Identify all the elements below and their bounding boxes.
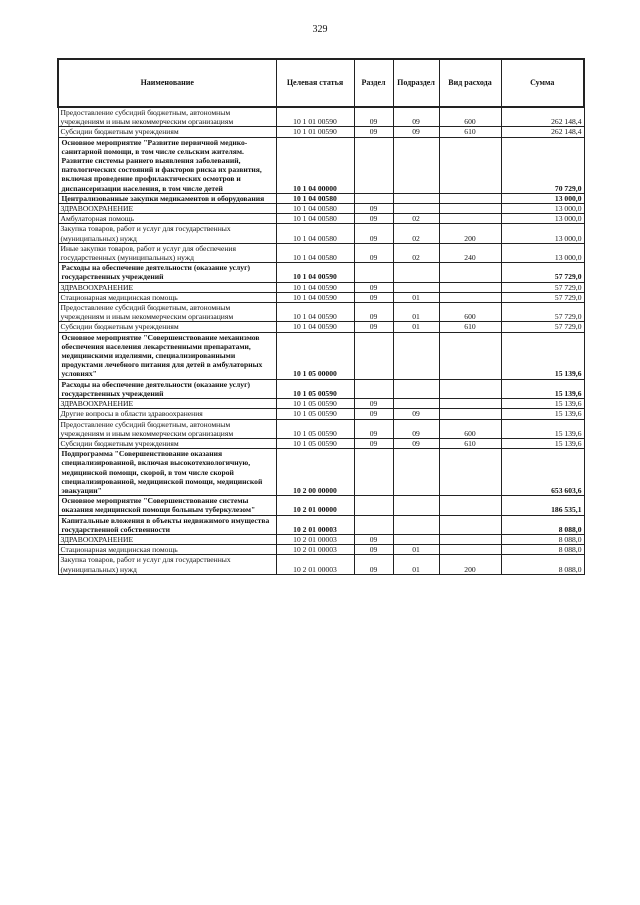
row-target-cell: 10 1 04 00590 xyxy=(276,322,354,332)
row-name-cell: Стационарная медицинская помощь xyxy=(58,545,276,555)
row-amount-cell: 15 139,6 xyxy=(501,419,584,438)
row-expense-type-cell: 200 xyxy=(439,224,501,243)
header-amount: Сумма xyxy=(501,59,584,107)
row-section-cell xyxy=(354,449,393,496)
row-section-cell xyxy=(354,137,393,193)
row-name-cell: Расходы на обеспечение деятельности (оказание услуг) государственных учреждений xyxy=(58,379,276,398)
row-target-cell: 10 2 01 00000 xyxy=(276,496,354,515)
header-section: Раздел xyxy=(354,59,393,107)
row-amount-cell: 57 729,0 xyxy=(501,282,584,292)
table-row xyxy=(58,137,584,193)
row-expense-type-cell xyxy=(439,534,501,544)
row-amount-cell: 13 000,0 xyxy=(501,204,584,214)
row-amount-cell: 653 603,6 xyxy=(501,449,584,496)
row-amount-cell: 15 139,6 xyxy=(501,438,584,448)
row-expense-type-cell xyxy=(439,449,501,496)
header-subsection: Подраздел xyxy=(393,59,439,107)
table-row xyxy=(58,224,584,243)
row-name-cell: Предоставление субсидий бюджетным, автономным учреждениям и иным некоммерческим организациям xyxy=(58,303,276,322)
row-expense-type-cell: 200 xyxy=(439,555,501,574)
row-amount-cell: 13 000,0 xyxy=(501,214,584,224)
page-number: 329 xyxy=(312,24,328,35)
row-amount-cell: 8 088,0 xyxy=(501,545,584,555)
row-expense-type-cell xyxy=(439,409,501,419)
row-subsection-cell xyxy=(393,204,439,214)
row-target-cell: 10 1 04 00580 xyxy=(276,243,354,262)
row-subsection-cell xyxy=(393,399,439,409)
row-section-cell xyxy=(354,379,393,398)
row-section-cell xyxy=(354,496,393,515)
row-name-cell: Основное мероприятие "Совершенствование механизмов обеспечения населения лекарственными препаратами, медицинскими изделиями, специализированными продуктами лечебного питания для детей в амбулаторных условиях" xyxy=(58,332,276,379)
row-amount-cell: 8 088,0 xyxy=(501,555,584,574)
row-name-cell: Закупка товаров, работ и услуг для государственных (муниципальных) нужд xyxy=(58,224,276,243)
row-name-cell: Субсидии бюджетным учреждениям xyxy=(58,127,276,137)
row-section-cell: 09 xyxy=(354,534,393,544)
row-target-cell: 10 2 01 00003 xyxy=(276,555,354,574)
header-name: Наименование xyxy=(58,59,276,107)
row-amount-cell: 262 148,4 xyxy=(501,107,584,127)
table-row xyxy=(58,322,584,332)
row-target-cell: 10 1 04 00580 xyxy=(276,204,354,214)
row-expense-type-cell xyxy=(439,496,501,515)
row-section-cell xyxy=(354,263,393,282)
table-row xyxy=(58,379,584,398)
row-name-cell: Расходы на обеспечение деятельности (оказание услуг) государственных учреждений xyxy=(58,263,276,282)
table-row xyxy=(58,534,584,544)
row-subsection-cell: 01 xyxy=(393,292,439,302)
row-subsection-cell xyxy=(393,496,439,515)
row-subsection-cell: 01 xyxy=(393,545,439,555)
row-section-cell: 09 xyxy=(354,438,393,448)
row-target-cell: 10 1 04 00580 xyxy=(276,224,354,243)
row-expense-type-cell xyxy=(439,545,501,555)
row-name-cell: ЗДРАВООХРАНЕНИЕ xyxy=(58,282,276,292)
row-section-cell: 09 xyxy=(354,224,393,243)
row-subsection-cell xyxy=(393,193,439,203)
row-target-cell: 10 1 04 00580 xyxy=(276,214,354,224)
table-header xyxy=(58,59,584,107)
table-row xyxy=(58,399,584,409)
row-name-cell: Субсидии бюджетным учреждениям xyxy=(58,438,276,448)
row-section-cell: 09 xyxy=(354,243,393,262)
row-section-cell xyxy=(354,193,393,203)
row-section-cell: 09 xyxy=(354,555,393,574)
row-expense-type-cell xyxy=(439,282,501,292)
row-expense-type-cell xyxy=(439,193,501,203)
row-subsection-cell: 09 xyxy=(393,409,439,419)
table-row xyxy=(58,419,584,438)
row-amount-cell: 70 729,0 xyxy=(501,137,584,193)
row-subsection-cell xyxy=(393,263,439,282)
table-row xyxy=(58,193,584,203)
row-section-cell: 09 xyxy=(354,292,393,302)
row-subsection-cell: 09 xyxy=(393,107,439,127)
row-section-cell: 09 xyxy=(354,204,393,214)
row-section-cell: 09 xyxy=(354,545,393,555)
table-row xyxy=(58,127,584,137)
row-subsection-cell: 09 xyxy=(393,127,439,137)
table-row xyxy=(58,282,584,292)
row-target-cell: 10 1 04 00580 xyxy=(276,193,354,203)
row-section-cell: 09 xyxy=(354,322,393,332)
table-row xyxy=(58,263,584,282)
row-subsection-cell: 02 xyxy=(393,224,439,243)
row-target-cell: 10 1 01 00590 xyxy=(276,127,354,137)
row-name-cell: Централизованные закупки медикаментов и оборудования xyxy=(58,193,276,203)
row-section-cell xyxy=(354,515,393,534)
row-name-cell: Стационарная медицинская помощь xyxy=(58,292,276,302)
row-subsection-cell: 02 xyxy=(393,214,439,224)
row-target-cell: 10 2 01 00003 xyxy=(276,545,354,555)
row-name-cell: ЗДРАВООХРАНЕНИЕ xyxy=(58,534,276,544)
table-row xyxy=(58,214,584,224)
row-amount-cell: 262 148,4 xyxy=(501,127,584,137)
row-section-cell: 09 xyxy=(354,399,393,409)
row-expense-type-cell xyxy=(439,214,501,224)
row-amount-cell: 57 729,0 xyxy=(501,322,584,332)
table-row xyxy=(58,555,584,574)
row-subsection-cell xyxy=(393,282,439,292)
row-expense-type-cell: 610 xyxy=(439,322,501,332)
row-target-cell: 10 1 05 00000 xyxy=(276,332,354,379)
row-section-cell: 09 xyxy=(354,303,393,322)
row-amount-cell: 13 000,0 xyxy=(501,224,584,243)
table-row xyxy=(58,332,584,379)
row-subsection-cell xyxy=(393,449,439,496)
row-subsection-cell: 09 xyxy=(393,438,439,448)
row-expense-type-cell: 610 xyxy=(439,438,501,448)
row-expense-type-cell: 610 xyxy=(439,127,501,137)
row-expense-type-cell xyxy=(439,263,501,282)
row-amount-cell: 15 139,6 xyxy=(501,332,584,379)
row-target-cell: 10 1 05 00590 xyxy=(276,438,354,448)
row-target-cell: 10 1 04 00590 xyxy=(276,303,354,322)
row-amount-cell: 8 088,0 xyxy=(501,515,584,534)
row-subsection-cell xyxy=(393,515,439,534)
row-expense-type-cell xyxy=(439,332,501,379)
row-target-cell: 10 1 05 00590 xyxy=(276,419,354,438)
row-name-cell: Основное мероприятие "Развитие первичной медико-санитарной помощи, в том числе сельским жителям. Развитие системы раннего выявления заболеваний, патологических состояний и факторов риска их развития, включая проведение профилактических осмотров и диспансеризации населения, в том числе детей xyxy=(58,137,276,193)
row-name-cell: Другие вопросы в области здравоохранения xyxy=(58,409,276,419)
table-row xyxy=(58,292,584,302)
row-amount-cell: 57 729,0 xyxy=(501,292,584,302)
row-name-cell: ЗДРАВООХРАНЕНИЕ xyxy=(58,204,276,214)
table-row xyxy=(58,515,584,534)
row-subsection-cell: 09 xyxy=(393,419,439,438)
row-target-cell: 10 1 04 00590 xyxy=(276,263,354,282)
table-row xyxy=(58,438,584,448)
row-target-cell: 10 1 04 00590 xyxy=(276,282,354,292)
row-target-cell: 10 1 01 00590 xyxy=(276,107,354,127)
row-section-cell xyxy=(354,332,393,379)
row-expense-type-cell xyxy=(439,204,501,214)
header-target: Целевая статья xyxy=(276,59,354,107)
row-expense-type-cell: 600 xyxy=(439,303,501,322)
row-name-cell: Субсидии бюджетным учреждениям xyxy=(58,322,276,332)
table-row xyxy=(58,303,584,322)
table-row xyxy=(58,449,584,496)
row-amount-cell: 57 729,0 xyxy=(501,303,584,322)
row-amount-cell: 15 139,6 xyxy=(501,379,584,398)
row-expense-type-cell xyxy=(439,379,501,398)
row-target-cell: 10 1 05 00590 xyxy=(276,399,354,409)
table-body xyxy=(58,107,584,574)
table-row xyxy=(58,545,584,555)
row-expense-type-cell xyxy=(439,137,501,193)
row-section-cell: 09 xyxy=(354,214,393,224)
row-expense-type-cell: 240 xyxy=(439,243,501,262)
row-amount-cell: 8 088,0 xyxy=(501,534,584,544)
row-target-cell: 10 1 04 00590 xyxy=(276,292,354,302)
row-target-cell: 10 2 00 00000 xyxy=(276,449,354,496)
row-expense-type-cell xyxy=(439,292,501,302)
row-expense-type-cell: 600 xyxy=(439,107,501,127)
row-subsection-cell: 01 xyxy=(393,555,439,574)
row-section-cell: 09 xyxy=(354,419,393,438)
row-name-cell: Амбулаторная помощь xyxy=(58,214,276,224)
row-expense-type-cell: 600 xyxy=(439,419,501,438)
row-name-cell: ЗДРАВООХРАНЕНИЕ xyxy=(58,399,276,409)
row-amount-cell: 13 000,0 xyxy=(501,193,584,203)
table-row xyxy=(58,496,584,515)
table-row xyxy=(58,409,584,419)
row-section-cell: 09 xyxy=(354,282,393,292)
header-expense-type: Вид расхода xyxy=(439,59,501,107)
row-name-cell: Закупка товаров, работ и услуг для государственных (муниципальных) нужд xyxy=(58,555,276,574)
row-expense-type-cell xyxy=(439,515,501,534)
row-name-cell: Основное мероприятие "Совершенствование системы оказания медицинской помощи больным туберкулезом" xyxy=(58,496,276,515)
row-name-cell: Предоставление субсидий бюджетным, автономным учреждениям и иным некоммерческим организациям xyxy=(58,107,276,127)
table-row xyxy=(58,243,584,262)
row-amount-cell: 15 139,6 xyxy=(501,409,584,419)
row-target-cell: 10 2 01 00003 xyxy=(276,515,354,534)
row-name-cell: Предоставление субсидий бюджетным, автономным учреждениям и иным некоммерческим организациям xyxy=(58,419,276,438)
table-row xyxy=(58,204,584,214)
row-section-cell: 09 xyxy=(354,409,393,419)
row-name-cell: Подпрограмма "Совершенствование оказания специализированной, включая высокотехнологичную, медицинской помощи, скорой, в том числе скорой специализированной, медицинской помощи, медицинской эвакуации" xyxy=(58,449,276,496)
row-subsection-cell: 01 xyxy=(393,322,439,332)
row-name-cell: Капитальные вложения в объекты недвижимого имущества государственной собственности xyxy=(58,515,276,534)
row-target-cell: 10 1 05 00590 xyxy=(276,409,354,419)
row-amount-cell: 15 139,6 xyxy=(501,399,584,409)
row-section-cell: 09 xyxy=(354,127,393,137)
row-subsection-cell: 01 xyxy=(393,303,439,322)
row-subsection-cell: 02 xyxy=(393,243,439,262)
budget-table xyxy=(57,58,585,575)
row-expense-type-cell xyxy=(439,399,501,409)
row-section-cell: 09 xyxy=(354,107,393,127)
row-target-cell: 10 2 01 00003 xyxy=(276,534,354,544)
row-subsection-cell xyxy=(393,534,439,544)
row-name-cell: Иные закупки товаров, работ и услуг для обеспечения государственных (муниципальных) нужд xyxy=(58,243,276,262)
row-subsection-cell xyxy=(393,137,439,193)
row-subsection-cell xyxy=(393,332,439,379)
row-amount-cell: 57 729,0 xyxy=(501,263,584,282)
row-target-cell: 10 1 05 00590 xyxy=(276,379,354,398)
row-subsection-cell xyxy=(393,379,439,398)
row-amount-cell: 186 535,1 xyxy=(501,496,584,515)
row-target-cell: 10 1 04 00000 xyxy=(276,137,354,193)
row-amount-cell: 13 000,0 xyxy=(501,243,584,262)
table-row xyxy=(58,107,584,127)
